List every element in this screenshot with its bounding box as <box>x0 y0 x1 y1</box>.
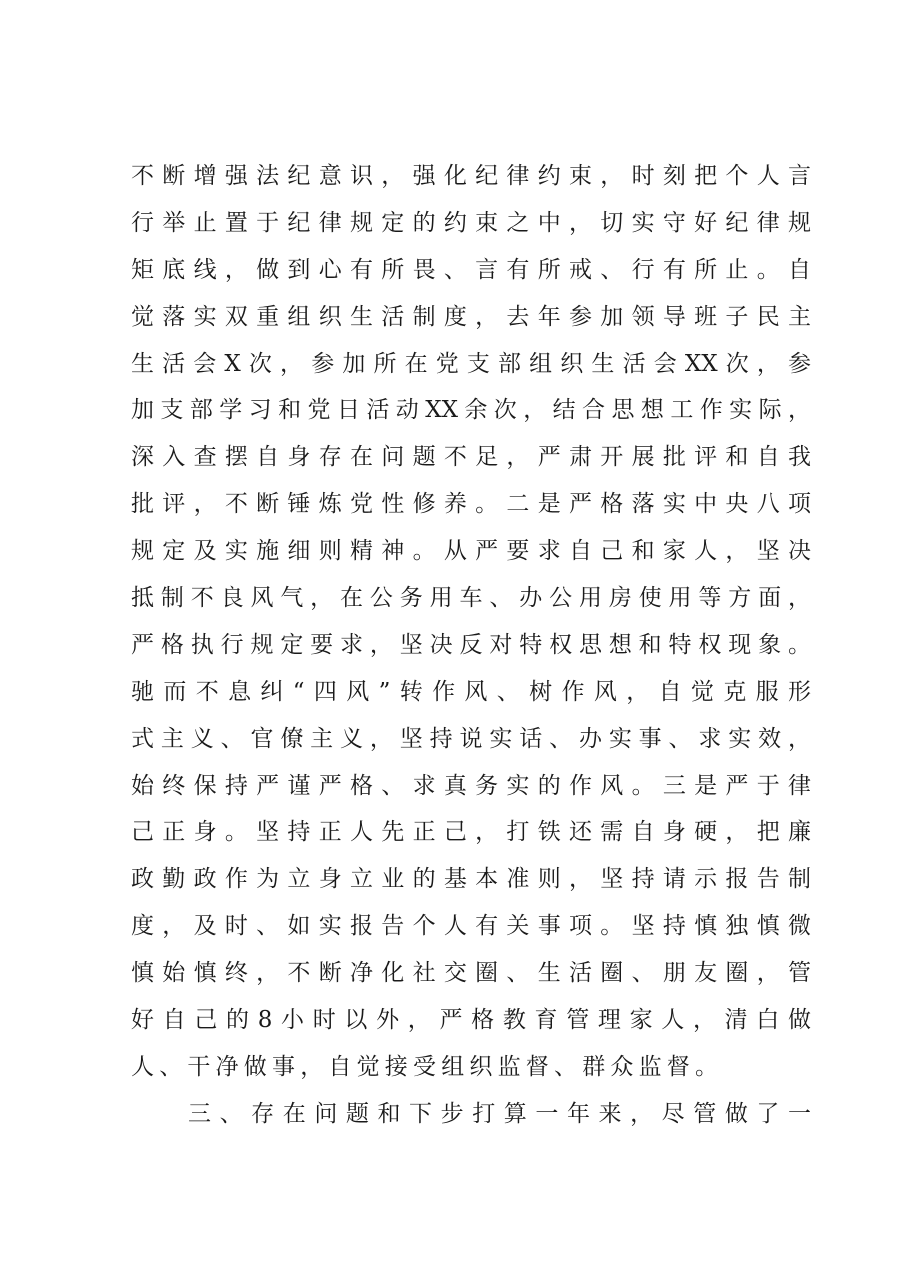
paragraph-last-line: 人、干净做事，自觉接受组织监督、群众监督。 <box>131 1053 724 1080</box>
text-line: 政勤政作为立身立业的基本准则，坚持请示报告制 <box>131 866 811 893</box>
text-line: 驰而不息纠“四风”转作风、树作风，自觉克服形 <box>131 678 811 705</box>
text-line: 规定及实施细则精神。从严要求自己和家人，坚决 <box>131 538 811 565</box>
text-line: 严格执行规定要求，坚决反对特权思想和特权现象。 <box>131 631 811 658</box>
text-line: 度，及时、如实报告个人有关事项。坚持慎独慎微 <box>131 913 811 940</box>
text-line: 不断增强法纪意识，强化纪律约束，时刻把个人言 <box>131 163 811 189</box>
text-line: 矩底线，做到心有所畏、言有所戒、行有所止。自 <box>131 256 811 283</box>
text-line: 生活会X次，参加所在党支部组织生活会XX次，参 <box>131 350 811 377</box>
text-line: 觉落实双重组织生活制度，去年参加领导班子民主 <box>131 303 811 330</box>
text-line: 慎始慎终，不断净化社交圈、生活圈、朋友圈，管 <box>131 960 811 987</box>
text-line: 加支部学习和党日活动XX余次，结合思想工作实际， <box>131 397 811 424</box>
text-line: 式主义、官僚主义，坚持说实话、办实事、求实效， <box>131 725 811 752</box>
text-line: 批评，不断锤炼党性修养。二是严格落实中央八项 <box>131 491 811 518</box>
text-line: 己正身。坚持正人先正己，打铁还需自身硬，把廉 <box>131 819 811 846</box>
body-text <box>131 153 811 1138</box>
text-line: 抵制不良风气，在公务用车、办公用房使用等方面， <box>131 585 811 612</box>
text-line: 深入查摆自身存在问题不足，严肃开展批评和自我 <box>131 444 811 471</box>
section-heading-line: 三、存在问题和下步打算一年来，尽管做了一 <box>188 1100 811 1127</box>
text-line: 始终保持严谨严格、求真务实的作风。三是严于律 <box>131 772 811 799</box>
text-line: 行举止置于纪律规定的约束之中，切实守好纪律规 <box>131 209 811 236</box>
text-line: 好自己的8小时以外，严格教育管理家人，清白做 <box>131 1007 811 1034</box>
